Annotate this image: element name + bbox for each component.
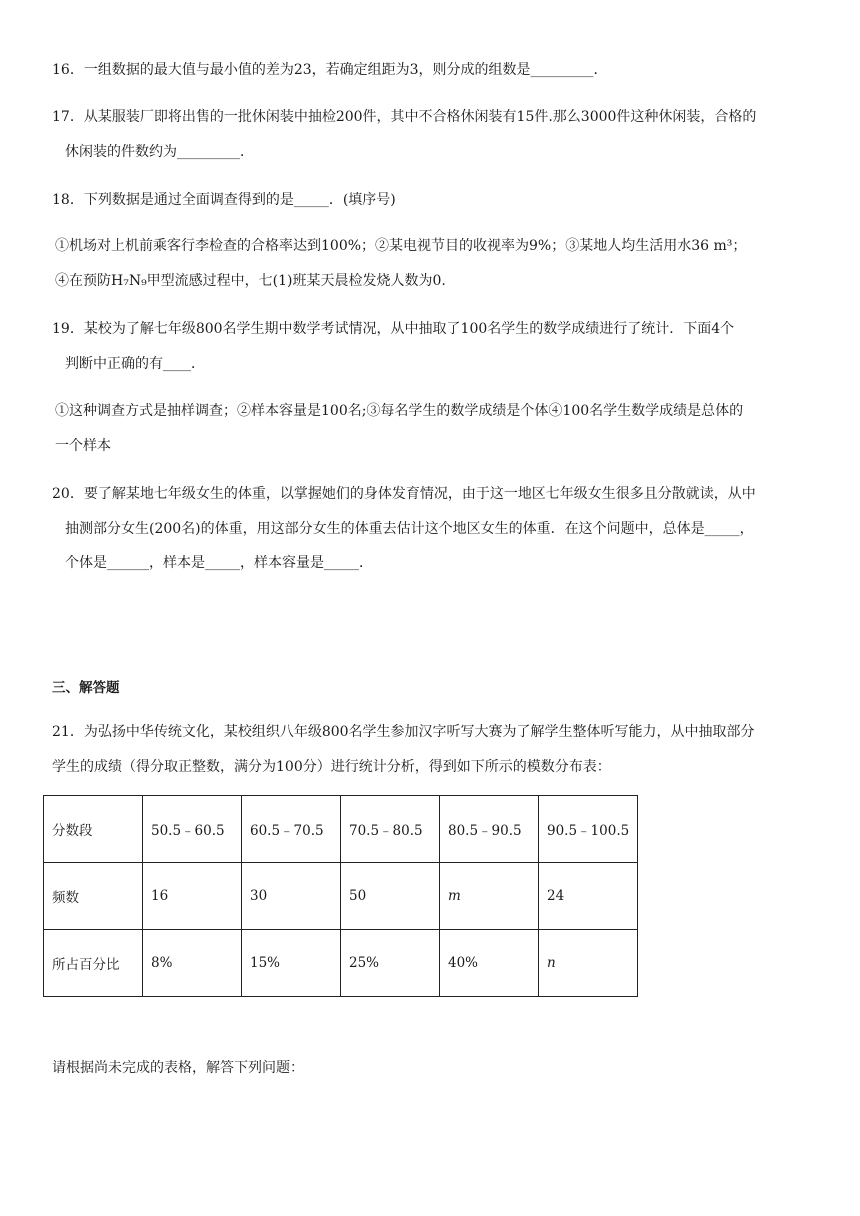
q19-line1: 19．某校为了解七年级800名学生期中数学考试情况，从中抽取了100名学生的数学成绩进行了统计．下面4个 <box>52 321 735 337</box>
table-cell: 40% <box>440 930 539 997</box>
table-cell: 24 <box>539 863 638 930</box>
table-cell: 所占百分比 <box>44 930 143 997</box>
table-cell: 25% <box>341 930 440 997</box>
table-cell: 60.5﹣70.5 <box>242 796 341 863</box>
q17-line1: 17．从某服装厂即将出售的一批休闲装中抽检200件，其中不合格休闲装有15件.那么3000件这种休闲装，合格的 <box>52 109 757 125</box>
table-row <box>44 863 638 930</box>
table-cell: 15% <box>242 930 341 997</box>
q16-text: 16．一组数据的最大值与最小值的差为23，若确定组距为3，则分成的组数是_________． <box>52 62 608 78</box>
q18-option-line2: ④在预防H₇N₉甲型流感过程中，七(1)班某天晨检发烧人数为0. <box>55 273 446 289</box>
table-cell: 80.5﹣90.5 <box>440 796 539 863</box>
table-row <box>44 796 638 863</box>
table-cell: m <box>440 863 539 930</box>
q19-option-line2: 一个样本 <box>55 438 111 454</box>
table-cell: 70.5﹣80.5 <box>341 796 440 863</box>
q19-option-line1: ①这种调查方式是抽样调查；②样本容量是100名;③每名学生的数学成绩是个体④100名学生数学成绩是总体的 <box>55 403 744 419</box>
table-cell: 30 <box>242 863 341 930</box>
q21-followup: 请根据尚未完成的表格，解答下列问题： <box>52 1060 304 1076</box>
table-cell: 50 <box>341 863 440 930</box>
table-cell: 分数段 <box>44 796 143 863</box>
table-row <box>44 930 638 997</box>
table-cell: 90.5﹣100.5 <box>539 796 638 863</box>
table-cell: n <box>539 930 638 997</box>
q20-line3: 个体是______，样本是_____，样本容量是_____． <box>65 555 373 571</box>
frequency-table <box>43 795 638 997</box>
q19-line2: 判断中正确的有____． <box>65 356 205 372</box>
q21-line1: 21．为弘扬中华传统文化，某校组织八年级800名学生参加汉字听写大赛为了解学生整体听写能力，从中抽取部分 <box>52 724 755 740</box>
section-title: 三、解答题 <box>52 680 120 696</box>
q17-line2: 休闲装的件数约为_________． <box>65 144 254 160</box>
table-cell: 50.5﹣60.5 <box>143 796 242 863</box>
table-cell: 频数 <box>44 863 143 930</box>
table-cell: 8% <box>143 930 242 997</box>
q20-line2: 抽测部分女生(200名)的体重，用这部分女生的体重去估计这个地区女生的体重．在这个问题中，总体是_____， <box>65 521 754 537</box>
q18-text: 18．下列数据是通过全面调查得到的是_____．(填序号) <box>52 192 396 208</box>
q18-option-line1: ①机场对上机前乘客行李检查的合格率达到100%；②某电视节目的收视率为9%；③某地人均生活用水36 m³； <box>55 238 747 254</box>
table-cell: 16 <box>143 863 242 930</box>
q20-line1: 20．要了解某地七年级女生的体重，以掌握她们的身体发育情况，由于这一地区七年级女生很多且分散就读，从中 <box>52 486 756 502</box>
q21-line2: 学生的成绩（得分取正整数，满分为100分）进行统计分析，得到如下所示的模数分布表： <box>52 759 611 775</box>
